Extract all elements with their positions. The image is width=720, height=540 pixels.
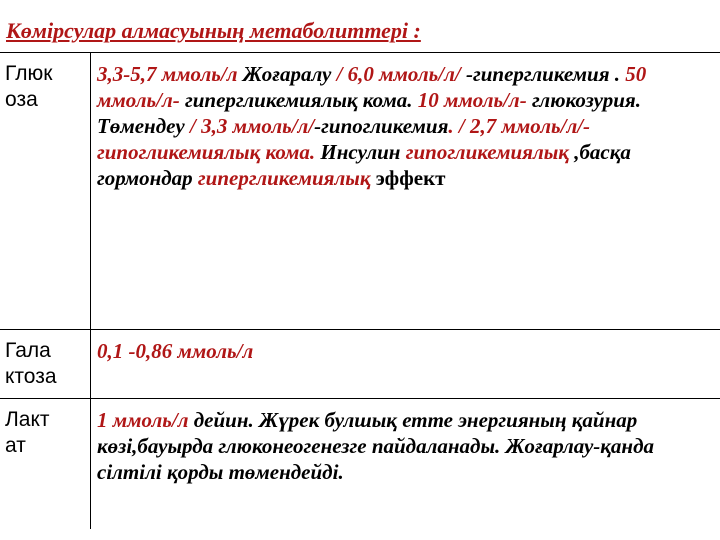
text-segment: ,басқа гормондар xyxy=(97,140,631,190)
text-segment: дейин. Жүрек булшық етте энергияның қайнар көзі,бауырда глюконеогенезге пайдаланады. Жоғарлау-қанда сілтілі қорды төмендейді. xyxy=(97,408,655,484)
value-segment: / 3,3 ммоль/л/ xyxy=(190,114,315,138)
text-segment: Инсулин xyxy=(315,140,406,164)
page-title: Көмірсулар алмасуының метаболиттері : xyxy=(6,18,421,43)
row-label-line: оза xyxy=(5,88,38,111)
value-segment: . / 2,7 ммоль/л/-гипогликемиялық кома. xyxy=(97,114,591,164)
table-row-galactose xyxy=(0,330,720,399)
text-segment: Жоғаралу xyxy=(242,62,337,86)
value-segment: гипергликемиялық xyxy=(197,166,371,190)
row-label-line: Лакт xyxy=(5,408,50,431)
norm-value: 3,3-5,7 ммоль/л xyxy=(97,62,243,86)
value-segment: 10 ммоль/л- xyxy=(417,88,532,112)
table-row-glucose xyxy=(0,53,720,330)
row-label-line: ктоза xyxy=(5,365,57,388)
norm-value: 1 ммоль/л xyxy=(97,408,194,432)
table-row-lactate xyxy=(0,399,720,530)
row-label-lactate xyxy=(0,399,91,530)
text-segment: -гипогликемия xyxy=(314,114,449,138)
value-segment: 50 ммоль/л- xyxy=(97,62,647,112)
value-segment: / 6,0 ммоль/л/ xyxy=(336,62,466,86)
row-content-lactate xyxy=(91,399,720,530)
text-segment: глюкозурия. Төмендеу xyxy=(97,88,641,138)
row-content-galactose xyxy=(91,330,720,399)
row-content-glucose xyxy=(91,53,720,330)
text-segment: гипергликемиялық кома. xyxy=(184,88,418,112)
row-label-glucose xyxy=(0,53,91,330)
norm-value: 0,1 -0,86 ммоль/л xyxy=(97,339,254,363)
row-label-line: Гала xyxy=(5,339,51,362)
row-label-galactose xyxy=(0,330,91,399)
text-segment: эффект xyxy=(370,166,446,190)
metabolite-table xyxy=(0,52,720,529)
value-segment: гипогликемиялық xyxy=(405,140,569,164)
text-segment: -гипергликемия . xyxy=(465,62,626,86)
row-label-line: ат xyxy=(5,434,26,457)
row-label-line: Глюк xyxy=(5,62,53,85)
